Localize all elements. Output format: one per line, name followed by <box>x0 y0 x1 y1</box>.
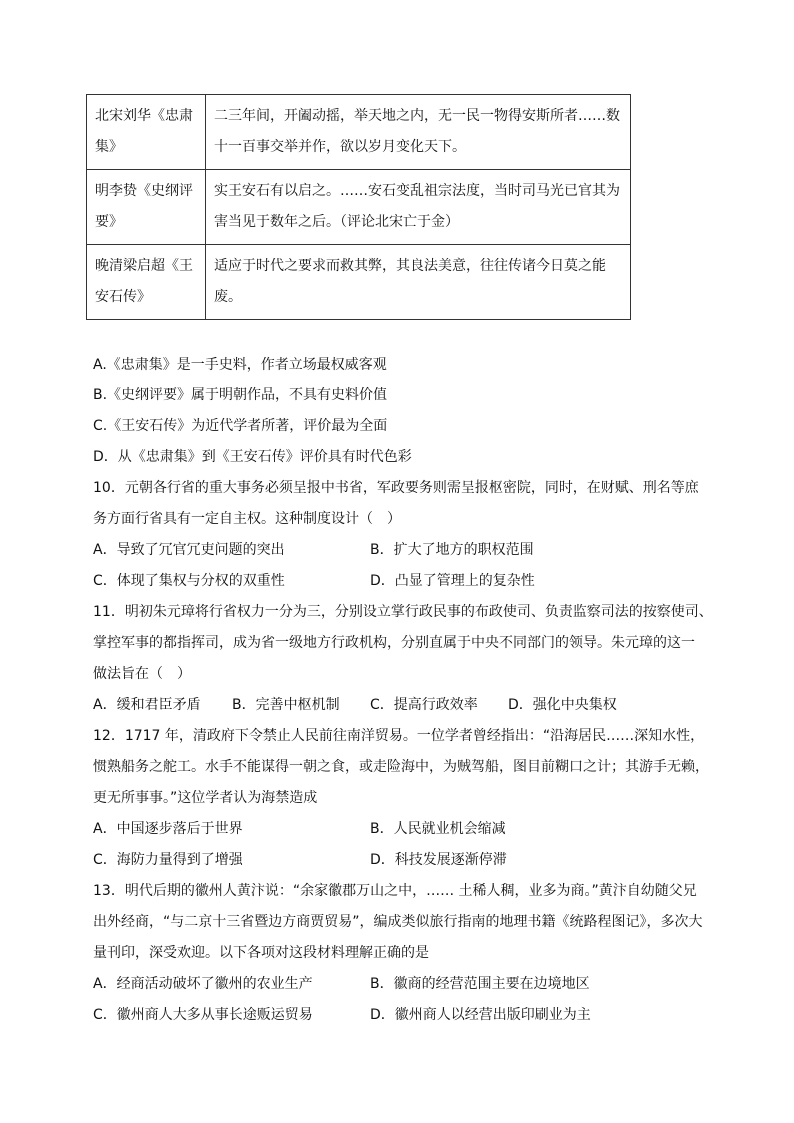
q10-option-d[interactable]: D．凸显了管理上的复杂性 <box>370 573 535 589</box>
source-cell: 晚清梁启超《王安石传》 <box>87 245 206 320</box>
content-cell: 实王安石有以启之。……安石变乱祖宗法度，当时司马光已官其为害当见于数年之后。（评论北宋亡于金） <box>206 170 631 245</box>
source-cell: 明李贽《史纲评要》 <box>87 170 206 245</box>
q10-stem-line: 10．元朝各行省的重大事务必须呈报中书省，军政要务则需呈报枢密院，同时，在财赋、刑名等庶 <box>93 480 699 496</box>
q11-stem-line: 11．明初朱元璋将行省权力一分为三，分别设立掌行政民事的布政使司、负责监察司法的按察使司、 <box>93 604 713 620</box>
q10-option-b[interactable]: B．扩大了地方的职权范围 <box>370 542 534 558</box>
table-row <box>87 245 631 320</box>
q13-option-a[interactable]: A．经商活动破坏了徽州的农业生产 <box>93 976 313 992</box>
q13-option-d[interactable]: D．徽州商人以经营出版印刷业为主 <box>370 1007 591 1023</box>
q13-stem-line: 13．明代后期的徽州人黄汴说：“余家徽郡万山之中，…… 土稀人稠，业多为商。”黄汴自幼随父兄 <box>93 883 697 899</box>
q11-stem-line: 掌控军事的都指挥司，成为省一级地方行政机构，分别直属于中央不同部门的领导。朱元璋的这一 <box>93 635 695 651</box>
q12-option-c[interactable]: C．海防力量得到了增强 <box>93 852 243 868</box>
q11-option-d[interactable]: D．强化中央集权 <box>508 697 617 713</box>
content-cell: 二三年间，开阖动摇，举天地之内，无一民一物得安斯所者……数十一百事交举并作，欲以岁月变化天下。 <box>206 95 631 170</box>
table-row <box>87 95 631 170</box>
q13-stem-line: 出外经商，“与二京十三省暨边方商贾贸易”，编成类似旅行指南的地理书籍《统路程图记》，多次大 <box>93 914 703 930</box>
q13-option-c[interactable]: C．徽州商人大多从事长途贩运贸易 <box>93 1007 313 1023</box>
q13-stem-line: 量刊印，深受欢迎。以下各项对这段材料理解正确的是 <box>93 945 429 961</box>
q11-stem-line: 做法旨在（ ） <box>93 666 191 682</box>
q12-option-d[interactable]: D．科技发展逐渐停滞 <box>370 852 507 868</box>
q12-stem-line: 惯熟船务之舵工。水手不能谋得一朝之食，或走险海中，为贼驾船，图目前糊口之计；其游手无赖， <box>93 759 709 775</box>
q11-option-a[interactable]: A．缓和君臣矛盾 <box>93 697 201 713</box>
q12-option-a[interactable]: A．中国逐步落后于世界 <box>93 821 243 837</box>
source-cell: 北宋刘华《忠肃集》 <box>87 95 206 170</box>
q9-option-d[interactable]: D．从《忠肃集》到《王安石传》评价具有时代色彩 <box>93 449 412 465</box>
q9-option-b[interactable]: B.《史纲评要》属于明朝作品，不具有史料价值 <box>93 387 388 403</box>
q11-option-c[interactable]: C．提高行政效率 <box>370 697 478 713</box>
table-row <box>87 170 631 245</box>
q9-option-a[interactable]: A.《忠肃集》是一手史料，作者立场最权威客观 <box>93 357 387 373</box>
q12-stem-line: 更无所事事。”这位学者认为海禁造成 <box>93 790 318 806</box>
q13-option-b[interactable]: B．徽商的经营范围主要在边境地区 <box>370 976 590 992</box>
q12-stem-line: 12．1717 年，清政府下令禁止人民前往南洋贸易。一位学者曾经指出：“沿海居民……深知水性， <box>93 728 705 744</box>
q10-stem-line: 务方面行省具有一定自主权。这种制度设计（ ） <box>93 511 401 527</box>
q9-option-c[interactable]: C.《王安石传》为近代学者所著，评价最为全面 <box>93 418 388 434</box>
q11-option-b[interactable]: B．完善中枢机制 <box>232 697 340 713</box>
q10-option-c[interactable]: C．体现了集权与分权的双重性 <box>93 573 285 589</box>
source-table <box>86 94 631 320</box>
q10-option-a[interactable]: A．导致了冗官冗吏问题的突出 <box>93 542 285 558</box>
content-cell: 适应于时代之要求而救其弊，其良法美意，往往传诸今日莫之能废。 <box>206 245 631 320</box>
q12-option-b[interactable]: B．人民就业机会缩减 <box>370 821 506 837</box>
